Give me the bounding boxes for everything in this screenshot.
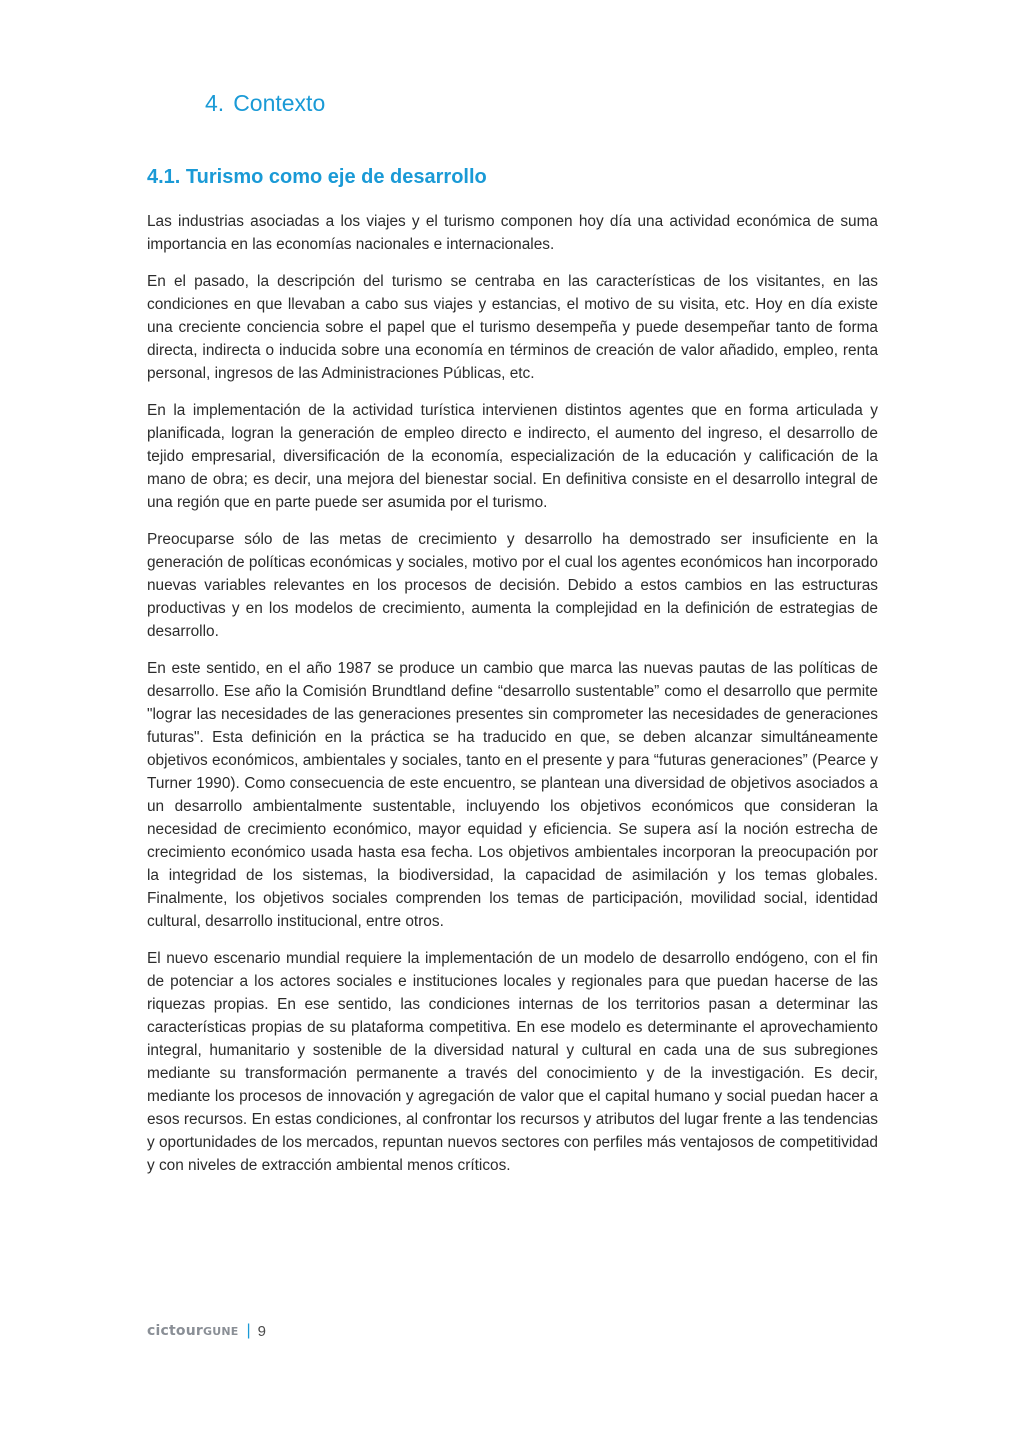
paragraph: En la implementación de la actividad turística intervienen distintos agentes que en forma articulada y planificada, logran la generación de empleo directo e indirecto, el aumento del ingreso, el desarrollo de tejido empresarial, diversificación de la economía, especialización de la educación y calificación de la mano de obra; es decir, una mejora del bienestar social. En definitiva consiste en el desarrollo integral de una región que en parte puede ser asumida por el turismo. — [147, 402, 878, 511]
logo-sub-text: GUNE — [202, 1325, 239, 1338]
chapter-title-text: Contexto — [233, 90, 326, 116]
paragraph: En el pasado, la descripción del turismo se centraba en las características de los visitantes, en las condiciones en que llevaban a cabo sus viajes y estancias, el motivo de su visita, etc. Hoy en día existe una creciente conciencia sobre el papel que el turismo desempeña y puede desempeñar tanto de forma directa, indirecta o inducida sobre una economía en términos de creación de valor añadido, empleo, renta personal, ingresos de las Administraciones Públicas, etc. — [147, 273, 878, 382]
page-number: 9 — [257, 1322, 266, 1340]
logo-main-text: cictour — [147, 1323, 203, 1339]
body-text — [147, 210, 878, 1191]
cictourgune-logo — [147, 1323, 238, 1339]
footer-separator: | — [246, 1322, 251, 1339]
paragraph: Las industrias asociadas a los viajes y el turismo componen hoy día una actividad económica de suma importancia en las economías nacionales e internacionales. — [147, 213, 878, 253]
paragraph: Preocuparse sólo de las metas de crecimiento y desarrollo ha demostrado ser insuficiente en la generación de políticas económicas y sociales, motivo por el cual los agentes económicos han incorporado nuevas variables relevantes en los procesos de decisión. Debido a estos cambios en las estructuras productivas y en los modelos de crecimiento, aumenta la complejidad en la definición de estrategias de desarrollo. — [147, 531, 878, 640]
paragraph: El nuevo escenario mundial requiere la implementación de un modelo de desarrollo endógeno, con el fin de potenciar a los actores sociales e instituciones locales y regionales para que puedan hacerse de las riquezas propias. En ese sentido, las condiciones internas de los territorios pasan a determinar las características propias de su plataforma competitiva. En ese modelo es determinante el aprovechamiento integral, humanitario y sostenible de la diversidad natural y cultural en cada una de sus subregiones mediante su transformación permanente a través del conocimiento y de la investigación. Es decir, mediante los procesos de innovación y agregación de valor que el capital humano y social puedan hacer a esos recursos. En estas condiciones, al confrontar los recursos y atributos del lugar frente a las tendencias y oportunidades de los mercados, repuntan nuevos sectores con perfiles más ventajosos de competitividad y con niveles de extracción ambiental menos críticos. — [147, 950, 878, 1174]
chapter-number: 4. — [205, 90, 225, 116]
chapter-title — [205, 86, 325, 120]
page-footer — [147, 1320, 266, 1342]
section-title: 4.1. Turismo como eje de desarrollo — [147, 166, 487, 188]
paragraph: En este sentido, en el año 1987 se produce un cambio que marca las nuevas pautas de las políticas de desarrollo. Ese año la Comisión Brundtland define “desarrollo sustentable” como el desarrollo que permite "lograr las necesidades de las generaciones presentes sin comprometer las necesidades de generaciones futuras". Esta definición en la práctica se ha traducido en que, se deben alcanzar simultáneamente objetivos económicos, ambientales y sociales, tanto en el presente y para “futuras generaciones” (Pearce y Turner 1990). Como consecuencia de este encuentro, se plantean una diversidad de objetivos asociados a un desarrollo ambientalmente sustentable, incluyendo los objetivos económicos que consideran la necesidad de crecimiento económico, mayor equidad y eficiencia. Se supera así la noción estrecha de crecimiento económico usada hasta esa fecha. Los objetivos ambientales incorporan la preocupación por la integridad de los sistemas, la biodiversidad, la capacidad de asimilación y los temas globales. Finalmente, los objetivos sociales comprenden los temas de participación, movilidad social, identidad cultural, desarrollo institucional, entre otros. — [147, 660, 878, 930]
